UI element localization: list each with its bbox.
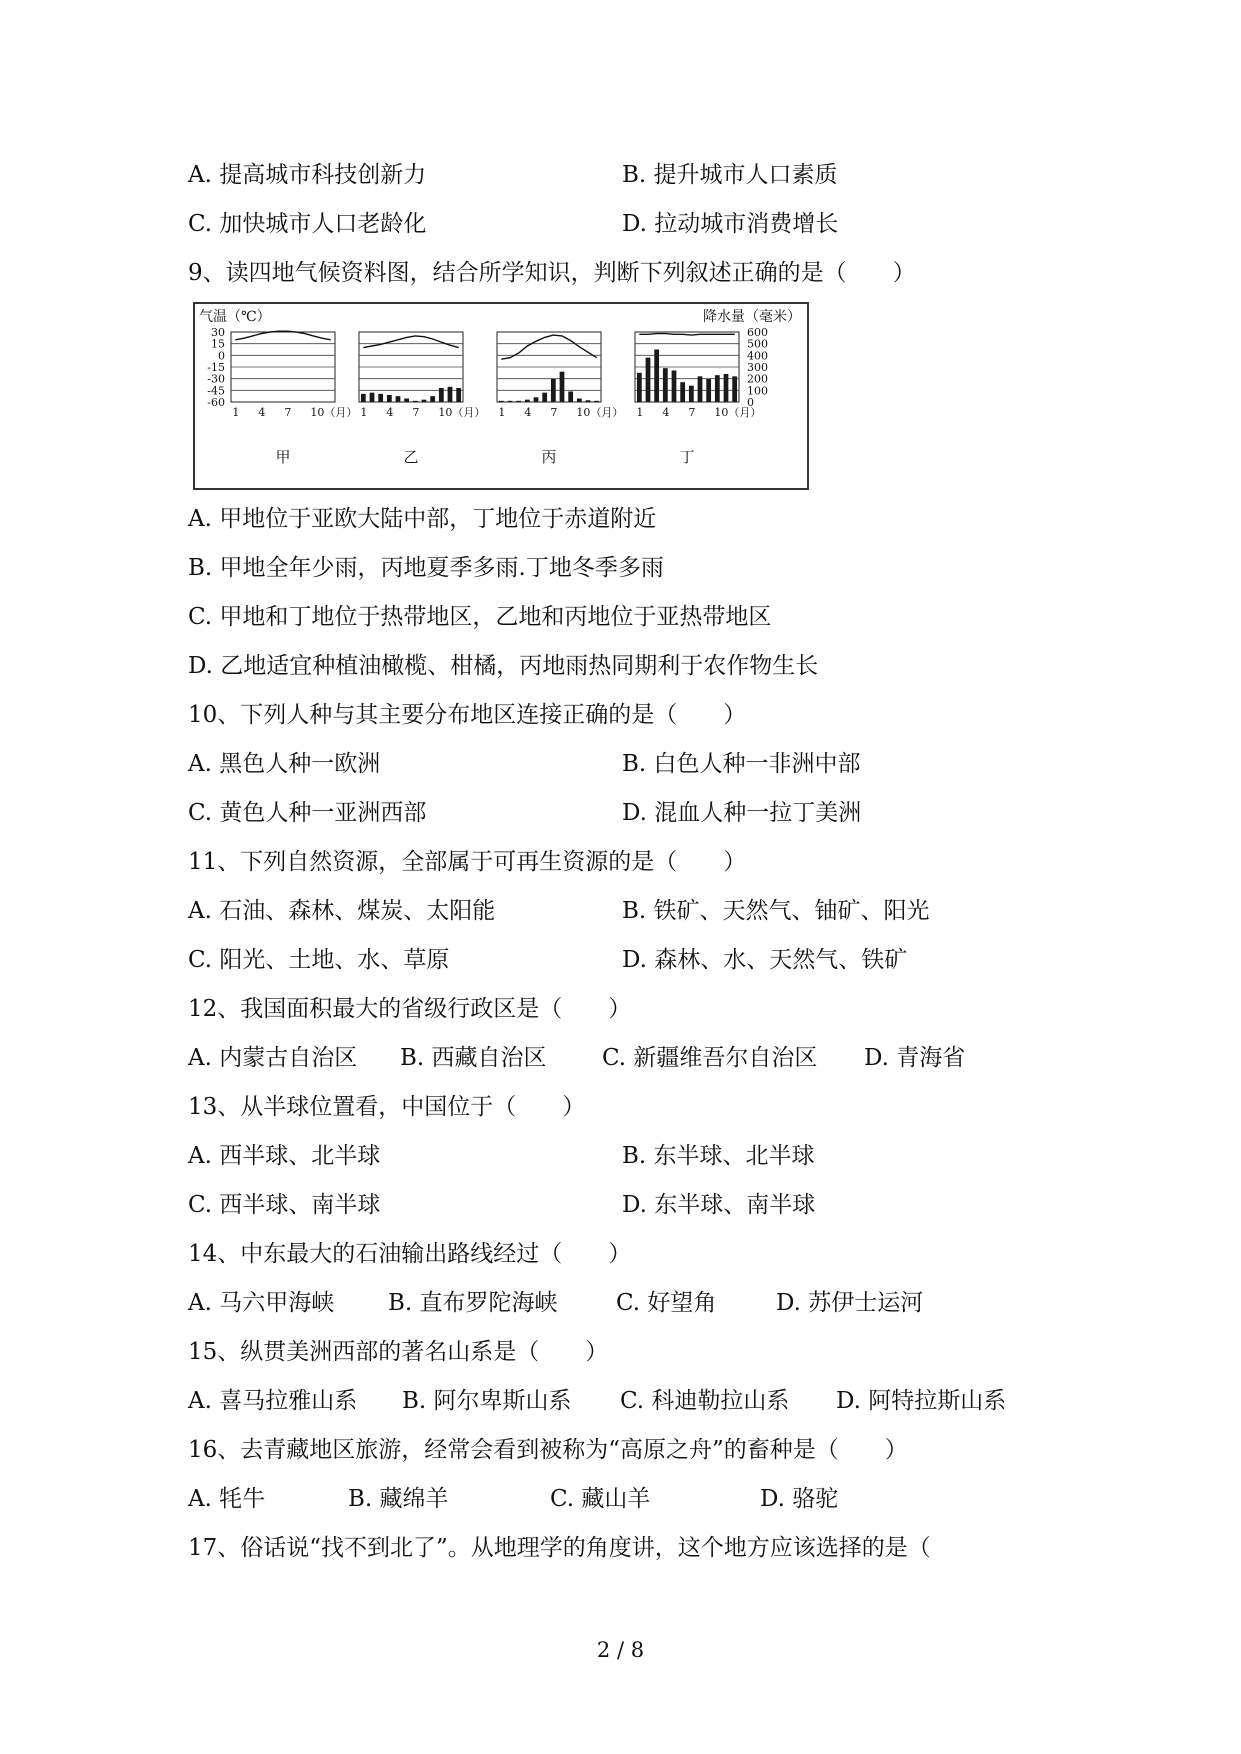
q12-option-c: C. 新疆维吾尔自治区: [602, 1045, 818, 1071]
q10-stem: 10、下列人种与其主要分布地区连接正确的是（ ）: [188, 702, 747, 728]
q15-option-c: C. 科迪勒拉山系: [620, 1388, 790, 1414]
q14-option-c: C. 好望角: [616, 1290, 717, 1316]
precipitation-bar: [378, 394, 383, 402]
q14-option-d: D. 苏伊士运河: [776, 1290, 924, 1316]
climate-chart-figure: [193, 302, 809, 490]
precipitation-bar: [637, 373, 642, 402]
precipitation-bar: [724, 374, 729, 402]
month-tick-label: 1: [498, 406, 506, 419]
precipitation-bar: [525, 400, 530, 402]
precipitation-tick-label: 500: [747, 337, 768, 351]
temperature-axis-label: 气温（℃）: [199, 309, 271, 325]
q14-option-b: B. 直布罗陀海峡: [388, 1290, 558, 1316]
q12-option-b: B. 西藏自治区: [400, 1045, 547, 1071]
panel-name-label: 丁: [679, 448, 695, 466]
q16-stem: 16、去青藏地区旅游，经常会看到被称为“高原之舟”的畜种是（ ）: [188, 1437, 908, 1463]
precipitation-bar: [448, 387, 453, 402]
precipitation-bar: [422, 400, 427, 402]
panel-name-label: 甲: [275, 448, 291, 466]
precipitation-bar: [508, 401, 513, 402]
q13-option-b: B. 东半球、北半球: [622, 1143, 815, 1169]
month-tick-label: 7: [688, 406, 696, 419]
precipitation-axis-label: 降水量（毫米）: [703, 309, 801, 325]
month-tick-label: 4: [386, 406, 394, 419]
precipitation-tick-label: 600: [747, 326, 768, 339]
month-tick-label: 1: [360, 406, 368, 419]
q9-option-c: C. 甲地和丁地位于热带地区，乙地和丙地位于亚热带地区: [188, 604, 772, 630]
precipitation-bar: [654, 350, 659, 403]
precipitation-bar: [680, 382, 685, 402]
q14-stem: 14、中东最大的石油输出路线经过（ ）: [188, 1241, 632, 1267]
precipitation-bar: [646, 358, 651, 402]
precipitation-bar: [413, 401, 418, 402]
q13-stem: 13、从半球位置看，中国位于（ ）: [188, 1094, 586, 1120]
q8-option-a: A. 提高城市科技创新力: [188, 162, 427, 188]
temperature-line: [363, 336, 458, 348]
q12-option-a: A. 内蒙古自治区: [188, 1045, 358, 1071]
month-tick-label: 10（月）: [438, 406, 486, 419]
precipitation-bar: [586, 400, 591, 402]
q8-option-c: C. 加快城市人口老龄化: [188, 211, 427, 237]
panel-name-label: 乙: [403, 448, 419, 466]
q12-stem: 12、我国面积最大的省级行政区是（ ）: [188, 996, 632, 1022]
month-tick-label: 4: [524, 406, 532, 419]
precipitation-bar: [672, 371, 677, 403]
climate-chart: [195, 304, 807, 488]
q12-option-d: D. 青海省: [864, 1045, 966, 1071]
temperature-tick-label: 0: [218, 349, 225, 363]
precipitation-bar: [499, 401, 504, 402]
temperature-tick-label: 30: [211, 326, 225, 339]
temperature-tick-label: -60: [207, 396, 225, 409]
precipitation-bar: [534, 397, 539, 402]
q9-option-a: A. 甲地位于亚欧大陆中部，丁地位于赤道附近: [188, 506, 657, 532]
month-tick-label: 10（月）: [714, 406, 762, 419]
q16-option-b: B. 藏绵羊: [348, 1486, 449, 1512]
q11-option-b: B. 铁矿、天然气、铀矿、阳光: [622, 898, 930, 924]
precipitation-bar: [594, 401, 599, 402]
precipitation-bar: [439, 388, 444, 402]
precipitation-tick-label: 100: [747, 384, 768, 398]
q15-option-b: B. 阿尔卑斯山系: [402, 1388, 572, 1414]
precipitation-tick-label: 200: [747, 372, 768, 386]
precipitation-bar: [577, 399, 582, 403]
q8-option-d: D. 拉动城市消费增长: [622, 211, 839, 237]
month-tick-label: 10（月）: [576, 406, 624, 419]
precipitation-bar: [689, 386, 694, 402]
precipitation-bar: [560, 372, 565, 402]
precipitation-bar: [551, 379, 556, 402]
q11-option-a: A. 石油、森林、煤炭、太阳能: [188, 898, 496, 924]
q16-option-c: C. 藏山羊: [550, 1486, 651, 1512]
q15-option-d: D. 阿特拉斯山系: [836, 1388, 1007, 1414]
precipitation-bar: [706, 379, 711, 402]
q10-option-c: C. 黄色人种一亚洲西部: [188, 800, 427, 826]
month-tick-label: 1: [636, 406, 644, 419]
q13-option-a: A. 西半球、北半球: [188, 1143, 381, 1169]
q9-option-b: B. 甲地全年少雨，丙地夏季多雨.丁地冬季多雨: [188, 555, 664, 581]
panel-name-label: 丙: [541, 448, 557, 466]
q14-option-a: A. 马六甲海峡: [188, 1290, 335, 1316]
q9-option-d: D. 乙地适宜种植油橄榄、柑橘，丙地雨热同期利于农作物生长: [188, 653, 819, 679]
month-tick-label: 4: [258, 406, 266, 419]
precipitation-bar: [732, 376, 737, 402]
precipitation-bar: [542, 393, 547, 402]
month-tick-label: 7: [284, 406, 292, 419]
q9-stem: 9、读四地气候资料图，结合所学知识，判断下列叙述正确的是（ ）: [188, 260, 916, 286]
q16-option-d: D. 骆驼: [760, 1486, 839, 1512]
month-tick-label: 7: [412, 406, 420, 419]
temperature-tick-label: 15: [211, 337, 225, 351]
month-tick-label: 1: [232, 406, 240, 419]
precipitation-bar: [663, 368, 668, 402]
precipitation-bar: [396, 396, 401, 402]
precipitation-tick-label: 0: [747, 396, 754, 409]
precipitation-bar: [715, 375, 720, 402]
q11-option-c: C. 阳光、土地、水、草原: [188, 947, 450, 973]
precipitation-bar: [698, 376, 703, 402]
page-number: 2 / 8: [596, 1638, 645, 1662]
q11-stem: 11、下列自然资源，全部属于可再生资源的是（ ）: [188, 849, 747, 875]
temperature-tick-label: -45: [207, 384, 225, 398]
temperature-tick-label: -15: [207, 361, 225, 374]
precipitation-bar: [456, 388, 461, 402]
q15-stem: 15、纵贯美洲西部的著名山系是（ ）: [188, 1339, 609, 1365]
q13-option-c: C. 西半球、南半球: [188, 1192, 381, 1218]
precipitation-bar: [370, 393, 375, 402]
precipitation-bar: [568, 392, 573, 403]
q13-option-d: D. 东半球、南半球: [622, 1192, 816, 1218]
q17-stem: 17、俗话说“找不到北了”。从地理学的角度讲，这个地方应该选择的是（: [188, 1535, 931, 1561]
precipitation-bar: [430, 396, 435, 402]
month-tick-label: 4: [662, 406, 670, 419]
month-tick-label: 10（月）: [310, 406, 358, 419]
temperature-tick-label: -30: [207, 372, 225, 386]
q10-option-b: B. 白色人种一非洲中部: [622, 751, 861, 777]
month-tick-label: 7: [550, 406, 558, 419]
precipitation-tick-label: 400: [747, 349, 768, 363]
q10-option-a: A. 黑色人种一欧洲: [188, 751, 381, 777]
q16-option-a: A. 牦牛: [188, 1486, 266, 1512]
precipitation-bar: [516, 401, 521, 402]
q15-option-a: A. 喜马拉雅山系: [188, 1388, 358, 1414]
precipitation-bar: [387, 395, 392, 402]
q10-option-d: D. 混血人种一拉丁美洲: [622, 800, 862, 826]
precipitation-bar: [404, 399, 409, 403]
q11-option-d: D. 森林、水、天然气、铁矿: [622, 947, 908, 973]
precipitation-bar: [361, 394, 366, 402]
q8-option-b: B. 提升城市人口素质: [622, 162, 838, 188]
precipitation-tick-label: 300: [747, 361, 768, 374]
temperature-line: [639, 334, 734, 336]
